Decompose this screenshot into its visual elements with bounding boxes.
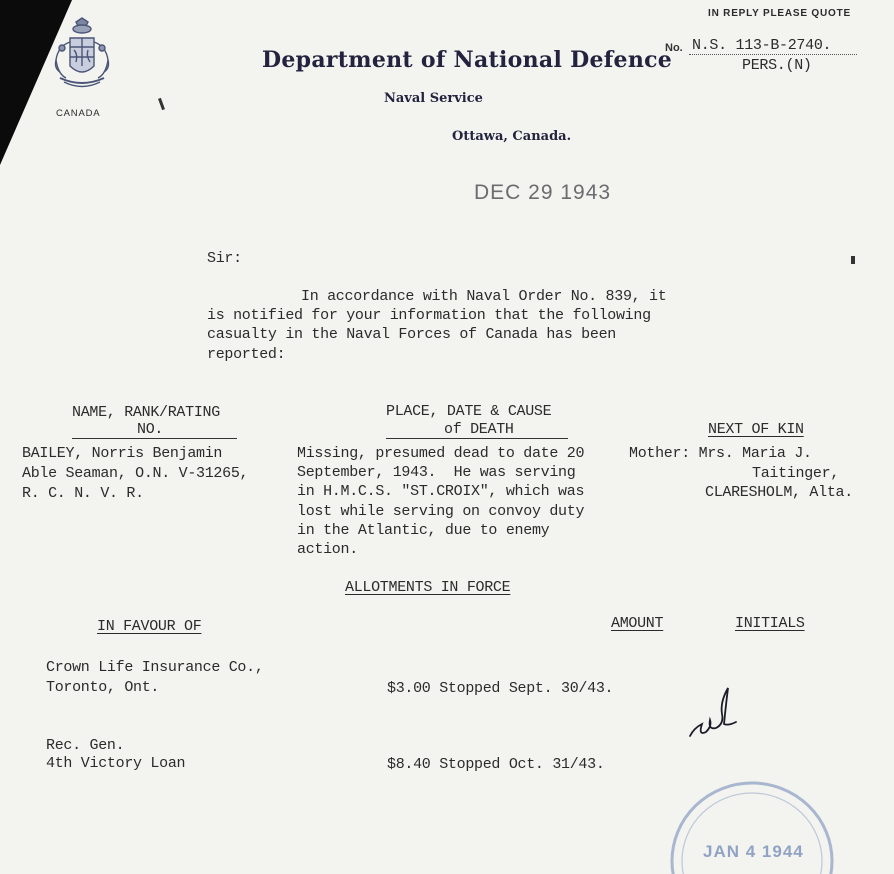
column-amount: AMOUNT — [611, 615, 664, 632]
place-line-5: in the Atlantic, due to enemy — [297, 522, 550, 539]
crest-label: CANADA — [56, 108, 101, 119]
stray-mark — [851, 256, 855, 264]
place-line-2: September, 1943. He was serving — [297, 464, 576, 481]
column-in-favour-of: IN FAVOUR OF — [97, 618, 202, 635]
header-next-of-kin: NEXT OF KIN — [708, 421, 804, 438]
body-line-1: In accordance with Naval Order No. 839, it — [301, 288, 667, 305]
stray-mark — [158, 98, 165, 110]
place-line-6: action. — [297, 541, 358, 558]
body-line-4: reported: — [207, 346, 286, 363]
header-name-underline — [72, 438, 237, 439]
location: Ottawa, Canada. — [452, 129, 572, 144]
allotment-1-payee-line-1: Crown Life Insurance Co., — [46, 659, 264, 676]
allotment-1-payee-line-2: Toronto, Ont. — [46, 679, 160, 696]
canada-coat-of-arms-icon — [50, 16, 114, 106]
allotment-2-payee-line-1: Rec. Gen. — [46, 737, 125, 754]
handwritten-initials-signature — [684, 684, 744, 744]
allotment-2-amount: $8.40 Stopped Oct. 31/43. — [387, 756, 605, 773]
allotment-1-amount: $3.00 Stopped Sept. 30/43. — [387, 680, 614, 697]
body-line-3: casualty in the Naval Forces of Canada has been — [207, 326, 616, 343]
kin-line-2: Taitinger, — [752, 465, 840, 482]
number-label: No. — [665, 42, 683, 54]
department-title: Department of National Defence — [262, 47, 673, 73]
header-place-underline — [386, 438, 568, 439]
date-stamp: DEC 29 1943 — [474, 181, 612, 204]
service-name: Naval Service — [384, 91, 483, 106]
place-line-1: Missing, presumed dead to date 20 — [297, 445, 585, 462]
header-number: NO. — [137, 421, 164, 438]
pers-code: PERS.(N) — [742, 57, 812, 74]
kin-line-1: Mother: Mrs. Maria J. — [629, 445, 812, 462]
reply-quote-label: IN REPLY PLEASE QUOTE — [708, 8, 851, 19]
allotments-title: ALLOTMENTS IN FORCE — [345, 579, 511, 596]
body-line-2: is notified for your information that the following — [207, 307, 651, 324]
name-line-3: R. C. N. V. R. — [22, 485, 144, 502]
place-line-3: in H.M.C.S. "ST.CROIX", which was — [297, 483, 585, 500]
name-line-1: BAILEY, Norris Benjamin — [22, 445, 223, 462]
header-name-rank: NAME, RANK/RATING — [72, 404, 220, 421]
name-line-2: Able Seaman, O.N. V-31265, — [22, 465, 249, 482]
kin-line-3: CLARESHOLM, Alta. — [705, 484, 853, 501]
file-number: N.S. 113-B-2740. — [692, 37, 832, 54]
allotment-2-payee-line-2: 4th Victory Loan — [46, 755, 186, 772]
place-line-4: lost while serving on convoy duty — [297, 503, 585, 520]
received-stamp-date: JAN 4 1944 — [703, 842, 804, 861]
header-cause-of-death: of DEATH — [444, 421, 514, 438]
column-initials: INITIALS — [735, 615, 805, 632]
header-place-date: PLACE, DATE & CAUSE — [386, 403, 552, 420]
salutation: Sir: — [207, 250, 242, 267]
